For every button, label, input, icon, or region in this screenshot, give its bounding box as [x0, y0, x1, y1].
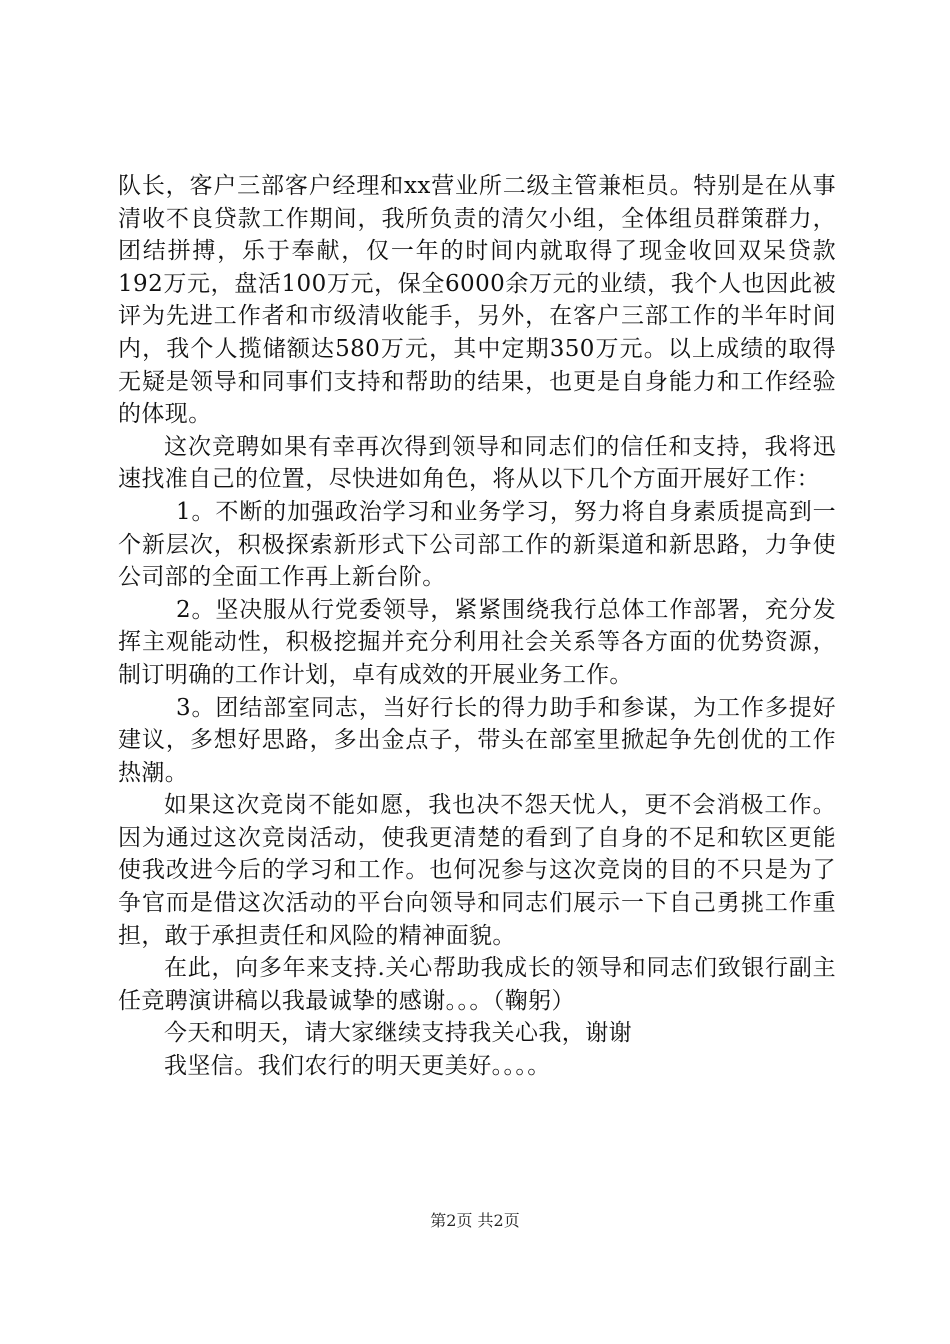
paragraph-achievements: 队长，客户三部客户经理和xx营业所二级主管兼柜员。特别是在从事清收不良贷款工作期间，我所负责的清欠小组，全体组员群策群力，团结拼搏，乐于奉献，仅一年的时间内就取得了现金收回双呆贷款192万元，盘活100万元，保全6000余万元的业绩，我个人也因此被评为先进工作者和市级清收能手，另外，在客户三部工作的半年时间内，我个人揽储额达580万元，其中定期350万元。以上成绩的取得无疑是领导和同事们支持和帮助的结果，也更是自身能力和工作经验的体现。 [118, 173, 836, 428]
page-footer [0, 1208, 950, 1231]
paragraph-intent: 这次竞聘如果有幸再次得到领导和同志们的信任和支持，我将迅速找准自己的位置，尽快进如角色，将从以下几个方面开展好工作： [118, 433, 836, 493]
paragraph-plan-2: 2。坚决服从行党委领导，紧紧围绕我行总体工作部署，充分发挥主观能动性，积极挖掘并充分利用社会关系等各方面的优势资源，制订明确的工作计划，卓有成效的开展业务工作。 [118, 596, 836, 688]
paragraph-plan-1: 1。不断的加强政治学习和业务学习，努力将自身素质提高到一个新层次，积极探索新形式下公司部工作的新渠道和新思路，力争使公司部的全面工作再上新台阶。 [118, 498, 836, 591]
paragraph-plan-3: 3。团结部室同志，当好行长的得力助手和参谋，为工作多提好建议，多想好思路，多出金点子，带头在部室里掀起争先创优的工作热潮。 [118, 694, 836, 786]
paragraph-thanks: 在此，向多年来支持.关心帮助我成长的领导和同志们致银行副主任竞聘演讲稿以我最诚挚的感谢。。。（鞠躬） [118, 955, 836, 1014]
paragraph-closing-support: 今天和明天，请大家继续支持我关心我，谢谢 [164, 1020, 632, 1047]
page-number-label: 第2页 共2页 [430, 1211, 520, 1230]
paragraph-closing-belief: 我坚信。我们农行的明天更美好。。。。 [164, 1053, 551, 1080]
paragraph-if-not-selected: 如果这次竞岗不能如愿，我也决不怨天忧人，更不会消极工作。因为通过这次竞岗活动，使我更清楚的看到了自身的不足和软区更能使我改进今后的学习和工作。也何况参与这次竞岗的目的不只是为了争官而是借这次活动的平台向领导和同志们展示一下自己勇挑工作重担，敢于承担责任和风险的精神面貌。 [118, 792, 836, 949]
document-body [118, 170, 836, 1083]
